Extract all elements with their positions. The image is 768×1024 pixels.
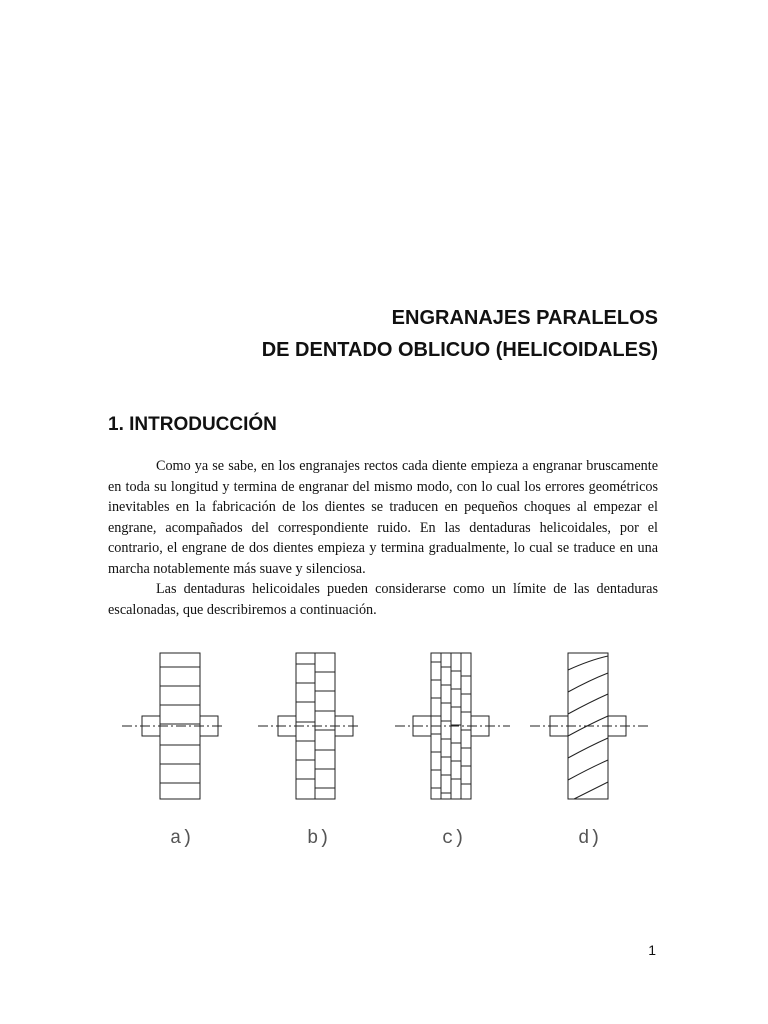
page-number: 1: [648, 942, 656, 958]
section-heading: 1. INTRODUCCIÓN: [108, 414, 277, 435]
gear-c-drawing: [395, 653, 510, 799]
paragraph-1: Como ya se sabe, en los engranajes rectos cada diente empieza a engranar bruscamente en toda su longitud y termina de engranar del mismo modo, con lo cual los errores geométricos inevitables en la fabricación de los dientes se traducen en pequeños choques al empezar el engrane, acompañados del correspondiente ruido. En las dentaduras helicoidales, por el contrario, el engrane de dos dientes empieza y termina gradualmente, lo cual se traduce en una marcha notablemente más suave y silenciosa.: [108, 458, 658, 577]
paragraph-2: Las dentaduras helicoidales pueden considerarse como un límite de las dentaduras escalonadas, que describiremos a continuación.: [108, 581, 658, 618]
figure-label-c: c): [442, 827, 465, 849]
figure-label-b: b): [307, 827, 330, 849]
title-line-1: ENGRANAJES PARALELOS: [391, 307, 658, 329]
figure-label-d: d): [578, 827, 601, 849]
gear-a-drawing: [122, 653, 222, 799]
body-text: [108, 456, 658, 620]
figure-label-a: a): [170, 827, 193, 849]
gear-teeth-figure: [110, 640, 670, 860]
gear-b-drawing: [258, 653, 360, 799]
gear-d-drawing: [530, 653, 648, 799]
title-line-2: DE DENTADO OBLICUO (HELICOIDALES): [261, 339, 658, 361]
